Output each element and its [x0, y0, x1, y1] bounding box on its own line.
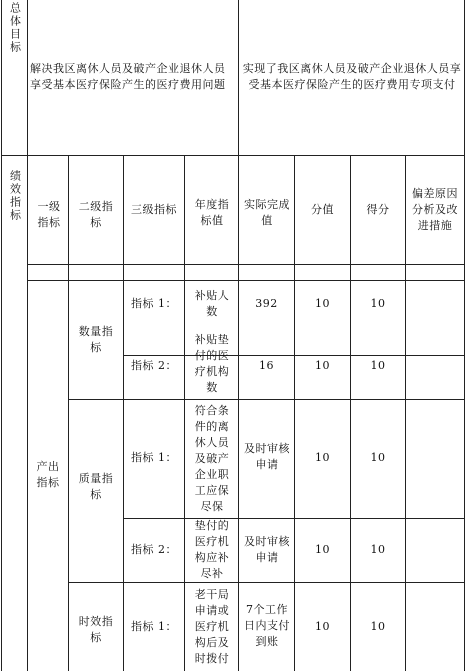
header-target: 年度指标值 — [194, 198, 230, 227]
group-quality: 质量指标 — [78, 472, 114, 501]
table-row-3-score-value: 10 — [315, 451, 330, 464]
table-row-2-actual: 16 — [259, 359, 274, 372]
table-row-5-actual: 7个工作日内支付到账 — [244, 603, 290, 648]
table-row-3-indicator: 指标 1： — [131, 451, 177, 464]
table-row-4-score-value: 10 — [315, 543, 330, 556]
table-row-1-score-value: 10 — [315, 297, 330, 310]
header-deviation: 偏差原因分析及改进措施 — [412, 187, 458, 232]
header-level1: 一级指标 — [37, 200, 61, 229]
table-row-1-target: 补贴人数 — [194, 289, 230, 318]
output-indicator-label: 产出指标 — [36, 460, 60, 489]
table-row-3-actual: 及时审核申请 — [244, 442, 290, 471]
header-level2: 二级指标 — [78, 200, 114, 229]
header-score-value: 分值 — [311, 203, 334, 216]
header-actual: 实际完成值 — [244, 198, 290, 227]
table-row-5-indicator: 指标 1： — [131, 620, 177, 633]
table-row-2-score: 10 — [370, 359, 386, 372]
group-quantity: 数量指标 — [78, 325, 114, 354]
group-timeliness: 时效指标 — [78, 615, 114, 644]
table-row-2-score-value: 10 — [315, 359, 330, 372]
perf-label: 绩效指标 — [8, 170, 22, 222]
table-row-2-target: 补贴垫付的医疗机构数 — [194, 333, 230, 394]
table-row-3-target: 符合条件的离休人员及破产企业职工应保尽保 — [194, 403, 230, 513]
table-row-1-actual: 392 — [255, 297, 278, 310]
goal-label: 总体目标 — [8, 2, 22, 54]
table-row-2-indicator: 指标 2： — [131, 359, 177, 372]
table-row-1-score: 10 — [370, 297, 386, 310]
header-score: 得分 — [366, 203, 390, 216]
table-row-5-target: 老干局申请或医疗机构后及时拨付 — [194, 588, 230, 665]
table-row-5-score: 10 — [370, 620, 386, 633]
goal-actual: 实现了我区离休人员及破产企业退休人员享受基本医疗保险产生的医疗费用专项支付 — [242, 62, 462, 91]
table-row-4-indicator: 指标 2： — [131, 543, 177, 556]
goal-planned: 解决我区离休人员及破产企业退休人员享受基本医疗保险产生的医疗费用问题 — [30, 62, 226, 91]
header-level3: 三级指标 — [131, 203, 177, 216]
table-row-4-target: 垫付的医疗机构应补尽补 — [194, 519, 230, 580]
table-row-3-score: 10 — [370, 451, 386, 464]
table-row-1-indicator: 指标 1： — [131, 297, 177, 310]
table-row-4-score: 10 — [370, 543, 386, 556]
table-row-5-score-value: 10 — [315, 620, 330, 633]
table-row-4-actual: 及时审核申请 — [244, 535, 290, 564]
